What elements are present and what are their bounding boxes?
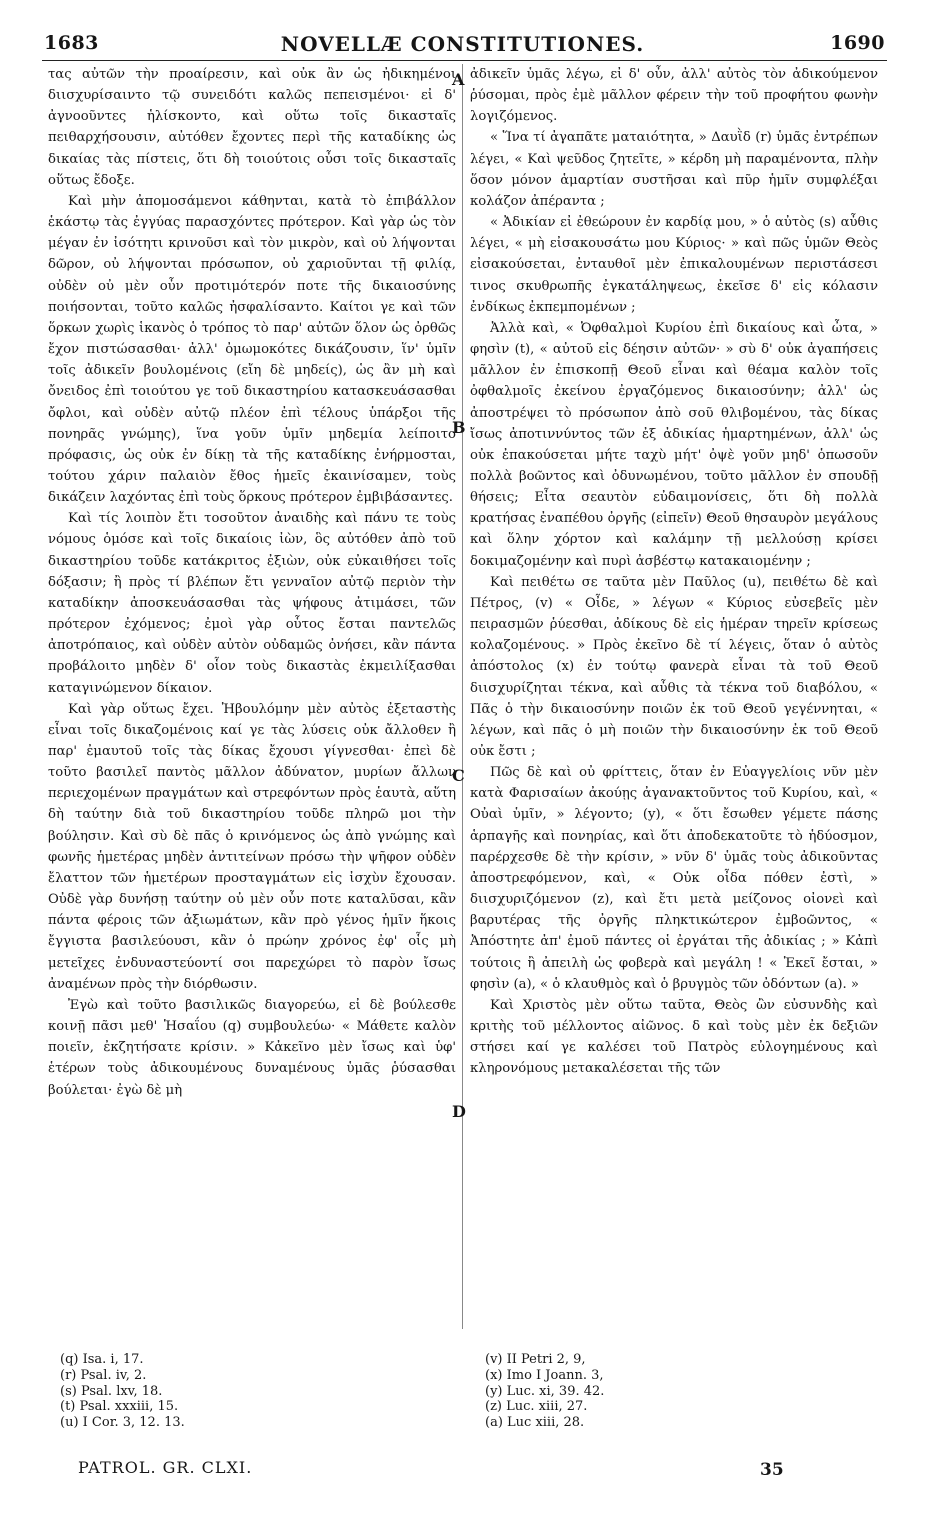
column-divider bbox=[462, 64, 463, 1329]
footnote: (r) Psal. iv, 2. bbox=[60, 1367, 147, 1383]
page-number-left: 1683 bbox=[44, 32, 99, 54]
right-column bbox=[470, 64, 878, 1080]
left-column bbox=[48, 64, 456, 1101]
footnotes-right bbox=[485, 1352, 785, 1431]
paragraph: « Ἵνα τί ἀγαπᾶτε ματαιότητα, » Δαυῒδ (r) ὑμᾶς ἐντρέπων λέγει, « Καὶ ψεῦδος ζητεῖτε, » κέρδη μὴ παραμένοντα, πλὴν ὅσον μόνον ἁμαρτίαν συστῆσαι καὶ πῦρ ἡμῖν συμφλέξαι κολάζον ἀπέραντα ; bbox=[470, 130, 878, 209]
margin-marker-d: D bbox=[452, 1102, 466, 1121]
paragraph: Καὶ τίς λοιπὸν ἔτι τοσοῦτον ἀναιδὴς καὶ πάνυ τε τοὺς νόμους ὁμόσε καὶ τοῖς δικαίοις ἰὼν, ὃς αὐτόθεν ἀπὸ τοῦ δικαστηρίου τοῦδε κατάκριτος ἐξιὼν, οὐκ εὐκαιθήσει τοῖς δόξασιν; ἢ πρὸς τί βλέπων ἔτι γενναῖον αὐτῷ περιὸν τὴν καταδίκην ἀποσκευάσασθαι τὰς ψήφους ἀτιμάσει, τῶν πρότερον ἐχόμενος; ἐμοὶ γὰρ οὗτος ἔσται παντελῶς ἀποτρόπαιος, καὶ οὐδὲν αὐτὸν οὐδαμῶς ὀνήσει, κἂν πάντα προβάλοιτο μηδὲν δ' οἷον τοὺς δικαστὰς ἐκμειλίξασθαι καταγινώμενον δίκαιον. bbox=[48, 511, 456, 696]
paragraph: Πῶς δὲ καὶ οὐ φρίττεις, ὅταν ἐν Εὐαγγελίοις νῦν μὲν κατὰ Φαρισαίων ἀκούῃς ἀγανακτοῦντος τοῦ Κυρίου, καὶ, « Οὐαὶ ὑμῖν, » λέγοντο; (y), « ὅτι ἔσωθεν γέμετε πάσης ἁρπαγῆς καὶ πονηρίας, καὶ ὅτι ἀποδεκατοῦτε τὸ ἡδύοσμον, παρέρχεσθε δὲ τὴν κρίσιν, » νῦν δ' ὑμᾶς τοὺς ἀδικοῦντας ἀποστρεφόμενον, καὶ, « Οὐκ οἶδα πόθεν ἐστὶ, » διισχυριζόμενον (z), καὶ ἔτι μετὰ μείζονος οἰονεὶ καὶ βαρυτέρας τῆς ὀργῆς πληκτικώτερον ἐμβοῶντος, « Ἀπόστητε ἀπ' ἐμοῦ πάντες οἱ ἐργάται τῆς ἀδικίας ; » Κἀπὶ τούτοις ἢ ἀπειλὴ ὡς φοβερὰ καὶ μεγάλη ! « Ἐκεῖ ἔσται, » φησὶν (a), « ὁ κλαυθμὸς καὶ ὁ βρυγμὸς τῶν ὀδόντων (a). » bbox=[470, 765, 878, 992]
paragraph: Καὶ πειθέτω σε ταῦτα μὲν Παῦλος (u), πειθέτω δὲ καὶ Πέτρος, (v) « Οἶδε, » λέγων « Κύριος εὐσεβεῖς μὲν πειρασμῶν ῥύεσθαι, ἀδίκους δὲ εἰς ἡμέραν τηρεῖν κρίσεως κολαζομένους. » Πρὸς ἐκεῖνο δὲ τί λέγεις, ὅταν ὁ αὐτὸς ἀπόστολος (x) ἐν τούτῳ φανερὰ εἶναι τὰ τοῦ Θεοῦ διισχυρίζηται τέκνα, καὶ αὖθις τὰ τέκνα τοῦ διαβόλου, « Πᾶς ὁ τὴν δικαιοσύνην ποιῶν ἐκ τοῦ Θεοῦ γεγέννηται, « λέγων, καὶ πᾶς ὁ μὴ ποιῶν τὴν δικαιοσύνην ἐκ τοῦ Θεοῦ οὐκ ἔστι ; bbox=[470, 574, 878, 759]
paragraph: τας αὐτῶν τὴν προαίρεσιν, καὶ οὐκ ἂν ὡς ἠδικημένοι διισχυρίσαιντο τῷ συνειδότι καλῶς πεπεισμένοι· εἰ δ' ἀγνοοῦντες ἡλίσκοντο, καὶ οὕτω τοῖς δικασταῖς πειθαρχήσουσιν, αὐτόθεν ἔχοντες περὶ τῆς καταδίκης ὡς δικαίας τὰς πίστεις, ὅτι δὴ τοιούτοις οὖσι τοῖς δικασταῖς οὕτως ἔδοξε. bbox=[48, 67, 456, 188]
footnote: (v) II Petri 2, 9, bbox=[485, 1352, 586, 1367]
paragraph: Καὶ γὰρ οὕτως ἔχει. Ἠβουλόμην μὲν αὐτὸς ἐξεταστὴς εἶναι τοῖς δικαζομένοις καί γε τὰς λύσεις οὐκ ἄλλοθεν ἢ παρ' ἐμαυτοῦ τοῖς τὰς δίκας ἔχουσι γίγνεσθαι· ἐπεὶ δὲ τοῦτο βασιλεῖ παντὸς μᾶλλον ἀδύνατον, μυρίων ἄλλων περιεχομένων πραγμάτων καὶ στρεφόντων πρὸς ἑαυτὰ, αὕτη δὴ ταύτην διὰ τοῦ δικαστηρίου τοῦδε πληρῶ μοι τὴν βούλησιν. Καὶ σὺ δὲ πᾶς ὁ κρινόμενος ὡς ἀπὸ γνώμης καὶ φωνῆς ἡμετέρας μηδὲν ἀντιτείνων πρόσω τὴν ψῆφον οὐδὲν ἔλαττον τῶν ἡμετέρων προσταγμάτων εἰς ἰσχὺν ἔχουσαν. Οὐδὲ γὰρ δυνήσῃ ταύτην οὐ μὲν οὖν ποτε καταλῦσαι, κἂν πάντα φέροις τῶν ἀξιωμάτων, κἂν πρὸ γένος ἡμῖν ἥκοις ἔγγιστα βασιλεύουσι, κἂν ὁ πρώην χρόνος ἐφ' οἷς μὴ μετεῖχες ἐνδυναστεύοντί σοι παρεχώρει τὸ παρὸν ἴσως ἀναμένων πρὸς τὴν διόρθωσιν. bbox=[48, 701, 456, 992]
footnote: (y) Luc. xi, 39. 42. bbox=[485, 1383, 605, 1399]
paragraph: ἀδικεῖν ὑμᾶς λέγω, εἰ δ' οὖν, ἀλλ' αὐτὸς τὸν ἀδικούμενον ῥύσομαι, πρὸς ἐμὲ μᾶλλον φέρειν τὴν τοῦ προφήτου φωνὴν λογιζόμενος. bbox=[470, 67, 878, 125]
footnote: (u) I Cor. 3, 12. 13. bbox=[60, 1415, 185, 1431]
paragraph: « Ἀδικίαν εἰ ἐθεώρουν ἐν καρδίᾳ μου, » ὁ αὐτὸς (s) αὖθις λέγει, « μὴ εἰσακουσάτω μου Κύριος· » καὶ πῶς ὑμῶν Θεὸς εἰσακούσεται, ἐνταυθοῖ μὲν ἐπικαλουμένων περιστάσεσι τινος σκυθρωπῆς ἐγκατάληψεως, ἐκεῖσε δ' εἰς κόλασιν ἐνδίκως ἐκπεμπομένων ; bbox=[470, 215, 878, 315]
header-rule bbox=[42, 60, 887, 61]
footnote: (z) Luc. xiii, 27. bbox=[485, 1399, 588, 1415]
margin-marker-c: C bbox=[452, 766, 465, 785]
footnote: (t) Psal. xxxiii, 15. bbox=[60, 1399, 179, 1415]
sheet-number: 35 bbox=[760, 1460, 784, 1480]
footnote: (a) Luc xiii, 28. bbox=[485, 1415, 585, 1431]
paragraph: Ἀλλὰ καὶ, « Ὀφθαλμοὶ Κυρίου ἐπὶ δικαίους καὶ ὦτα, » φησὶν (t), « αὐτοῦ εἰς δέησιν αὐτῶν· » σὺ δ' οὐκ ἀγαπήσεις μᾶλλον ἐν ἐπισκοπῇ Θεοῦ εἶναι καὶ θέαμα καλὸν τοῖς ὀφθαλμοῖς ἐκείνου ἐργαζόμενος δικαιοσύνην; ἀλλ' ὡς ἀποστρέψει τὸ πρόσωπον ἀπὸ σοῦ θλιβομένου, τὰς δίκας ἴσως ἀποτιννύντος τῶν ἐξ ἀδικίας ἡμαρτημένων, ἀλλ' ὡς οὐκ ἐπακούσεται μήτε ταχὺ μήτ' ὀψὲ γοῦν μηδ' ὁπωσοῦν πολλὰ βοῶντος καὶ ὀδυνωμένου, τοῦτο μᾶλλον ἐν σπουδῇ θήσεις; Εἶτα σεαυτὸν εὐδαιμονίσεις, ὅτι δὴ πολλὰ κρατήσας ἐναπέθου ὀργῆς (εἰπεῖν) Θεοῦ θησαυρὸν μεγάλους καὶ ὅλην χόρτον καὶ καλάμην τῇ μελλούσῃ κρίσει δοκιμαζομένην καὶ πυρὶ ἀσβέστῳ κατακαιομένην ; bbox=[470, 320, 878, 569]
margin-marker-a: A bbox=[452, 70, 465, 89]
paragraph: Καὶ μὴν ἀπομοσάμενοι κάθηνται, κατὰ τὸ ἐπιβάλλον ἑκάστῳ τὰς ἐγγύας παρασχόντες πρότερον. Καὶ γὰρ ὡς τὸν μέγαν ἐν ἰσότητι κρινοῦσι καὶ τὸν μικρὸν, καὶ οὐ λήψονται δῶρον, οὐ λήψονται πρόσωπον, οὐ χαριοῦνται τῇ φιλίᾳ, οὐδὲν οὐ μὲν οὖν προτιμότερόν ποτε τῆς δικαιοσύνης ποιήσονται, τοῦτο καλῶς ἠσφαλίσαντο. Καίτοι γε καὶ τῶν ὅρκων χωρὶς ἱκανὸς ὁ τρόπος τὸ παρ' αὐτῶν ὅλον ὡς ὀρθῶς ἔχον πιστώσασθαι· ἀλλ' ὀμωμοκότες δικάζουσιν, ἵν' ὑμῖν τοῖς ἀδικεῖν βουλομένοις (εἴη δὲ μηδείς), ὡς ἂν μὴ καὶ ὄνειδος ἐπὶ τοιούτου γε τοῦ δικαστηρίου κατασκευάσασθαι ὄφλοι, καὶ οὐδὲν αὐτῷ πλέον ἐπὶ τέλους ὑπάρξοι τῆς πονηρᾶς γνώμης), ἵνα γοῦν ὑμῖν μηδεμία λείποιτο πρόφασις, ὡς οὐκ ἐν δίκῃ τὰ τῆς καταδίκης ἐνήρμοσται, τούτου χάριν παλαιὸν ἔθος ἡμεῖς ἐκαινίσαμεν, τοὺς δικάζειν λαχόντας ἐπὶ τοὺς ὅρκους πρότερον ἐμβιβάσαντες. bbox=[48, 193, 456, 506]
footnote: (q) Isa. i, 17. bbox=[60, 1352, 144, 1367]
page-number-right: 1690 bbox=[830, 32, 885, 54]
footnote: (s) Psal. lxv, 18. bbox=[60, 1383, 163, 1399]
paragraph: Ἐγὼ καὶ τοῦτο βασιλικῶς διαγορεύω, εἰ δὲ βούλεσθε κοινῇ πᾶσι μεθ' Ἡσαΐου (q) συμβουλεύω· « Μάθετε καλὸν ποιεῖν, ἐκζητήσατε κρίσιν. » Κἀκεῖνο μὲν ἴσως καὶ ὑφ' ἑτέρων τοὺς ἀδικουμένους δυναμένους ὑμᾶς ῥύσασθαι βούλεται· ἐγὼ δὲ μὴ bbox=[48, 997, 456, 1098]
running-title: NOVELLÆ CONSTITUTIONES. bbox=[280, 32, 645, 56]
footnotes-left bbox=[60, 1352, 360, 1431]
footnote: (x) Imo I Joann. 3, bbox=[485, 1367, 604, 1383]
margin-marker-b: B bbox=[452, 418, 466, 437]
series-signature: PATROL. GR. CLXI. bbox=[78, 1458, 253, 1477]
paragraph: Καὶ Χριστὸς μὲν οὕτω ταῦτα, Θεὸς ὢν εὐσυνδὴς καὶ κριτὴς τοῦ μέλλοντος αἰῶνος. δ καὶ τοὺς μὲν ἐκ δεξιῶν στήσει καί γε καλέσει τοῦ Πατρὸς εὐλογημένους καὶ κληρονόμους μετακαλέσεται τῆς τῶν bbox=[470, 997, 878, 1077]
